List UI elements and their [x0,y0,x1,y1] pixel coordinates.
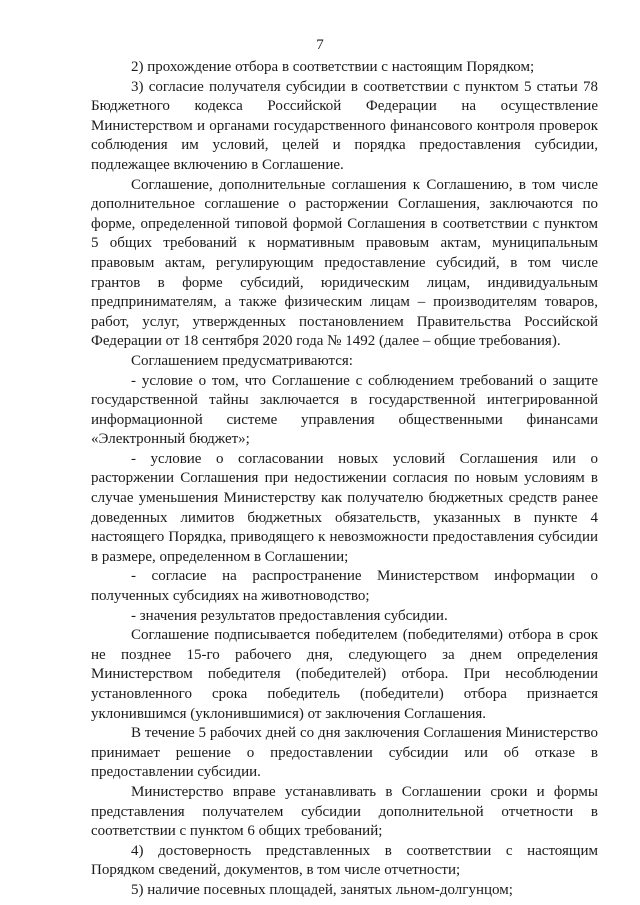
paragraph-agreement-form: Соглашение, дополнительные соглашения к Соглашению, в том числе дополнительное соглашение о расторжении Соглашения, заключаются по форме, определенной типовой формой Соглашения в соответствии с пунктом 5 общих требований к нормативным правовым актам, муниципальным правовым актам, регулирующим предоставление субсидий, в том числе грантов в форме субсидий, юридическим лицам, индивидуальным предпринимателям, а также физическим лицам – производителям товаров, работ, услуг, утвержденных постановлением Правительства Российской Федерации от 18 сентября 2020 года № 1492 (далее – общие требования). [91,176,598,350]
paragraph-decision: В течение 5 рабочих дней со дня заключения Соглашения Министерство принимает решение о предоставлении субсидии или об отказе в предоставлении субсидии. [91,725,598,781]
paragraph-item-4: 4) достоверность представленных в соответствии с настоящим Порядком сведений, документов, в том числе отчетности; [91,842,598,879]
document-body [91,58,598,901]
paragraph-condition-new-terms: - условие о согласовании новых условий Соглашения или о расторжении Соглашения при недостижении согласия по новым условиям в случае уменьшения Министерству как получателю бюджетных средств ранее доведенных лимитов бюджетных обязательств, указанных в пункте 4 настоящего Порядка, приводящего к невозможности предоставления субсидии в размере, определенном в Соглашении; [91,450,598,565]
paragraph-consent-publication: - согласие на распространение Министерством информации о полученных субсидиях на животноводство; [91,568,598,605]
paragraph-result-values: - значения результатов предоставления субсидии. [131,607,448,624]
paragraph-signing-deadline: Соглашение подписывается победителем (победителями) отбора в срок не позднее 15-го рабочего дня, следующего за днем определения Министерством победителя (победителей) отбора. При несоблюдении установленного срока победитель (победители) отбора признается уклонившимся (уклонившимися) от заключения Соглашения. [91,627,598,722]
page-number: 7 [316,37,324,53]
paragraph-item-3: 3) согласие получателя субсидии в соответствии с пунктом 5 статьи 78 Бюджетного кодекса Российской Федерации на осуществление Министерством и органами государственного финансового контроля проверок соблюдения им условий, целей и порядка предоставления субсидии, подлежащее включению в Соглашение. [91,78,598,173]
paragraph-item-5: 5) наличие посевных площадей, занятых льном-долгунцом; [131,881,513,898]
paragraph-item-2: 2) прохождение отбора в соответствии с настоящим Порядком; [131,59,535,75]
paragraph-condition-secrecy: - условие о том, что Соглашение с соблюдением требований о защите государственной тайны заключается в государственной интегрированной информационной системе управления общественными финансами «Электронный бюджет»; [91,372,598,448]
paragraph-reporting: Министерство вправе устанавливать в Соглашении сроки и формы представления получателем субсидии дополнительной отчетности в соответствии с пунктом 6 общих требований; [91,783,598,840]
paragraph-agreement-provisions: Соглашением предусматриваются: [131,352,353,369]
